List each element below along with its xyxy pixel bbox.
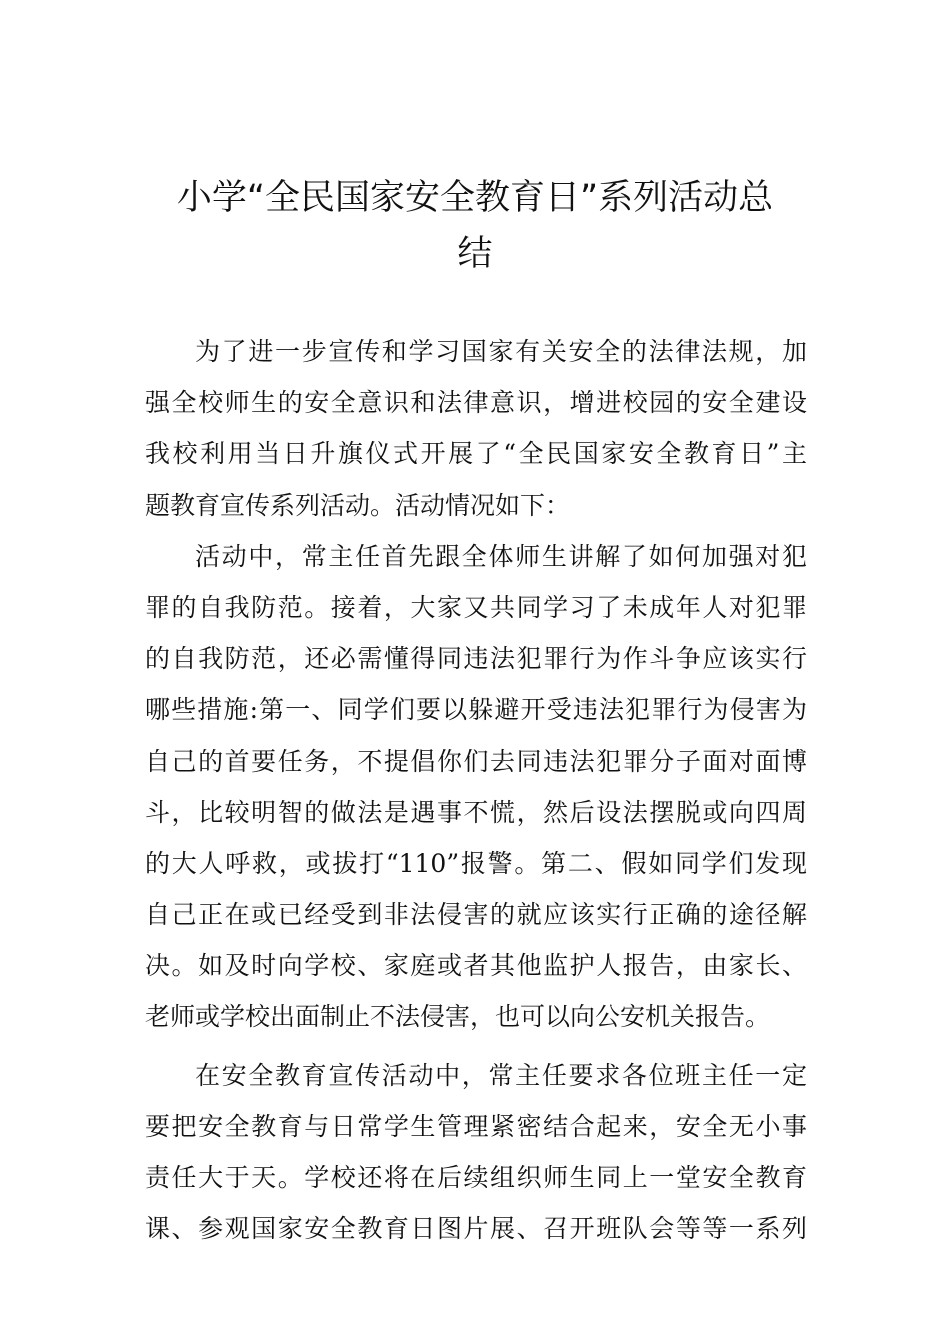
- paragraph-line: 课、参观国家安全教育日图片展、召开班队会等等一系列: [145, 1214, 807, 1244]
- paragraph-line: 活动中，常主任首先跟全体师生讲解了如何加强对犯: [195, 541, 807, 571]
- title-line-2: 结: [457, 234, 493, 274]
- paragraph-1: [145, 326, 807, 531]
- document-title: [140, 170, 810, 282]
- paragraph-2: [145, 531, 807, 1043]
- title-line-1: 小学“全民国家安全教育日”系列活动总: [176, 178, 774, 218]
- paragraph-line: 哪些措施:第一、同学们要以躲避开受违法犯罪行为侵害为: [145, 695, 807, 725]
- paragraph-line: 我校利用当日升旗仪式开展了“全民国家安全教育日”主: [145, 439, 807, 469]
- paragraph-line: 自己的首要任务，不提倡你们去同违法犯罪分子面对面博: [145, 746, 807, 776]
- paragraph-line: 责任大于天。学校还将在后续组织师生同上一堂安全教育: [145, 1163, 807, 1192]
- paragraph-line: 题教育宣传系列活动。活动情况如下：: [145, 490, 571, 520]
- paragraph-3: [145, 1050, 807, 1255]
- paragraph-line: 罪的自我防范。接着，大家又共同学习了未成年人对犯罪: [145, 592, 807, 622]
- paragraph-line: 在安全教育宣传活动中，常主任要求各位班主任一定: [195, 1060, 807, 1090]
- paragraph-line: 自己正在或已经受到非法侵害的就应该实行正确的途径解: [145, 900, 807, 930]
- paragraph-line: 强全校师生的安全意识和法律意识，增进校园的安全建设: [145, 388, 807, 418]
- document-body: [145, 326, 807, 1254]
- paragraph-line: 的大人呼救，或拔打“110”报警。第二、假如同学们发现: [145, 848, 807, 878]
- paragraph-line: 斗，比较明智的做法是遇事不慌，然后设法摆脱或向四周: [145, 797, 807, 827]
- paragraph-line: 为了进一步宣传和学习国家有关安全的法律法规，加: [195, 337, 807, 366]
- paragraph-line: 决。如及时向学校、家庭或者其他监护人报告，由家长、: [145, 951, 807, 981]
- paragraph-line: 的自我防范，还必需懂得同违法犯罪行为作斗争应该实行: [145, 644, 807, 674]
- paragraph-line: 要把安全教育与日常学生管理紧密结合起来，安全无小事: [145, 1111, 807, 1141]
- paragraph-line: 老师或学校出面制止不法侵害，也可以向公安机关报告。: [145, 1002, 771, 1032]
